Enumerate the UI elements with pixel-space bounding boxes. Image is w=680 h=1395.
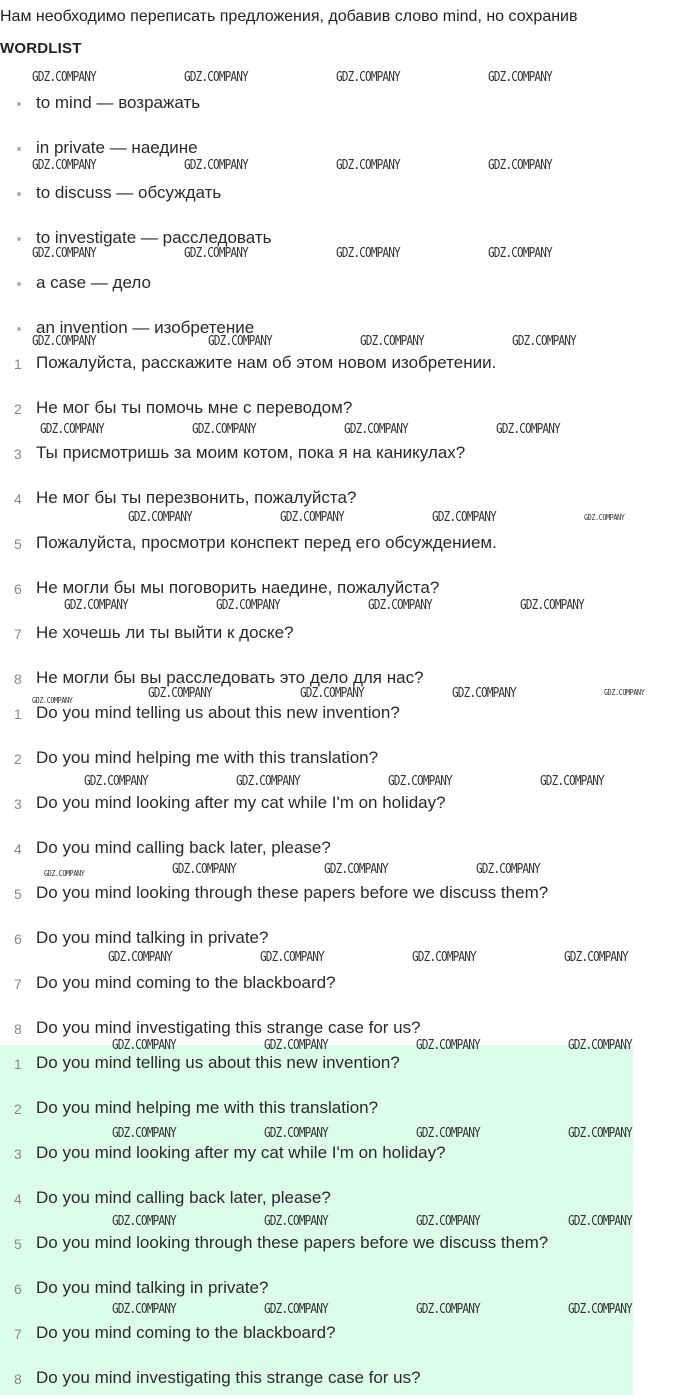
watermark: GDZ.COMPANY	[540, 774, 604, 789]
watermark: GDZ.COMPANY	[264, 1038, 328, 1053]
answer-sentence	[0, 1143, 680, 1165]
item-number: 7	[14, 626, 22, 642]
watermark: GDZ.COMPANY	[568, 1214, 632, 1229]
sentence-text: Do you mind helping me with this translation?	[36, 748, 379, 767]
sentence-text: Do you mind telling us about this new invention?	[36, 1053, 400, 1072]
watermark: GDZ.COMPANY	[32, 334, 96, 349]
bullet-dot	[17, 102, 21, 106]
wordlist-item-text: a case — дело	[36, 273, 151, 292]
wordlist-item	[0, 138, 680, 160]
watermark: GDZ.COMPANY	[488, 70, 552, 85]
watermark: GDZ.COMPANY	[264, 1126, 328, 1141]
bullet-dot	[17, 147, 21, 151]
item-number: 4	[14, 1191, 22, 1207]
wordlist-item-text: to mind — возражать	[36, 93, 201, 112]
sentence-text: Do you mind investigating this strange case for us?	[36, 1368, 421, 1387]
sentence-text: Do you mind looking after my cat while I'm on holiday?	[36, 793, 446, 812]
wordlist-item	[0, 318, 680, 340]
item-number: 1	[14, 356, 22, 372]
sentence-text: Do you mind looking through these papers before we discuss them?	[36, 1233, 549, 1252]
item-number: 2	[14, 751, 22, 767]
intro-text: Нам необходимо переписать предложения, добавив слово mind, но сохранив	[0, 8, 578, 25]
watermark: GDZ.COMPANY	[488, 246, 552, 261]
answer-sentence	[0, 1188, 680, 1210]
item-number: 7	[14, 1326, 22, 1342]
item-number: 6	[14, 931, 22, 947]
watermark: GDZ.COMPANY	[564, 950, 628, 965]
bullet-dot	[17, 327, 21, 331]
sentence-text: Do you mind talking in private?	[36, 928, 269, 947]
russian-sentence	[0, 533, 680, 555]
watermark: GDZ.COMPANY	[416, 1126, 480, 1141]
watermark: GDZ.COMPANY	[336, 246, 400, 261]
watermark: GDZ.COMPANY	[192, 422, 256, 437]
watermark: GDZ.COMPANY	[388, 774, 452, 789]
sentence-text: Не могли бы мы поговорить наедине, пожалуйста?	[36, 578, 440, 597]
sentence-text: Do you mind talking in private?	[36, 1278, 269, 1297]
item-number: 6	[14, 1281, 22, 1297]
watermark: GDZ.COMPANY	[236, 774, 300, 789]
watermark: GDZ.COMPANY	[476, 862, 540, 877]
item-number: 8	[14, 1371, 22, 1387]
english-sentence	[0, 1018, 680, 1040]
watermark: GDZ.COMPANY	[40, 422, 104, 437]
watermark: GDZ.COMPANY	[512, 334, 576, 349]
bullet-dot	[17, 282, 21, 286]
watermark: GDZ.COMPANY	[148, 686, 212, 701]
watermark: GDZ.COMPANY	[300, 686, 364, 701]
russian-sentence	[0, 398, 680, 420]
watermark: GDZ.COMPANY	[336, 70, 400, 85]
watermark: GDZ.COMPANY	[184, 70, 248, 85]
watermark: GDZ.COMPANY	[64, 598, 128, 613]
item-number: 2	[14, 1101, 22, 1117]
watermark: GDZ.COMPANY	[496, 422, 560, 437]
watermark: GDZ.COMPANY	[112, 1038, 176, 1053]
item-number: 3	[14, 446, 22, 462]
item-number: 7	[14, 976, 22, 992]
watermark: GDZ.COMPANY	[368, 598, 432, 613]
sentence-text: Do you mind coming to the blackboard?	[36, 1323, 336, 1342]
watermark: GDZ.COMPANY	[264, 1302, 328, 1317]
watermark: GDZ.COMPANY	[32, 158, 96, 173]
watermark: GDZ.COMPANY	[260, 950, 324, 965]
item-number: 4	[14, 491, 22, 507]
wordlist-item-text: to investigate — расследовать	[36, 228, 272, 247]
watermark: GDZ.COMPANY	[584, 513, 625, 522]
sentence-text: Ты присмотришь за моим котом, пока я на каникулах?	[36, 443, 466, 462]
watermark: GDZ.COMPANY	[108, 950, 172, 965]
sentence-text: Do you mind helping me with this translation?	[36, 1098, 379, 1117]
english-sentence	[0, 883, 680, 905]
item-number: 8	[14, 1021, 22, 1037]
answer-sentence	[0, 1323, 680, 1345]
watermark: GDZ.COMPANY	[344, 422, 408, 437]
item-number: 1	[14, 706, 22, 722]
wordlist-item-text: an invention — изобретение	[36, 318, 255, 337]
sentence-text: Пожалуйста, расскажите нам об этом новом изобретении.	[36, 353, 497, 372]
bullet-dot	[17, 237, 21, 241]
watermark: GDZ.COMPANY	[112, 1214, 176, 1229]
sentence-text: Do you mind coming to the blackboard?	[36, 973, 336, 992]
sentence-text: Не могли бы вы расследовать это дело для нас?	[36, 668, 424, 687]
sentence-text: Do you mind looking through these papers before we discuss them?	[36, 883, 549, 902]
english-sentence	[0, 928, 680, 950]
sentence-text: Не мог бы ты помочь мне с переводом?	[36, 398, 353, 417]
english-sentence	[0, 703, 680, 725]
watermark: GDZ.COMPANY	[452, 686, 516, 701]
wordlist-item	[0, 183, 680, 205]
answer-sentence	[0, 1053, 680, 1075]
watermark: GDZ.COMPANY	[416, 1214, 480, 1229]
answer-sentence	[0, 1368, 680, 1390]
watermark: GDZ.COMPANY	[568, 1302, 632, 1317]
watermark: GDZ.COMPANY	[280, 510, 344, 525]
watermark: GDZ.COMPANY	[336, 158, 400, 173]
item-number: 5	[14, 536, 22, 552]
watermark: GDZ.COMPANY	[44, 869, 85, 878]
answer-sentence	[0, 1278, 680, 1300]
watermark: GDZ.COMPANY	[184, 158, 248, 173]
watermark: GDZ.COMPANY	[416, 1302, 480, 1317]
watermark: GDZ.COMPANY	[604, 688, 645, 697]
wordlist-item-text: in private — наедине	[36, 138, 198, 157]
english-sentence	[0, 793, 680, 815]
watermark: GDZ.COMPANY	[32, 70, 96, 85]
item-number: 2	[14, 401, 22, 417]
wordlist-item	[0, 273, 680, 295]
watermark: GDZ.COMPANY	[568, 1126, 632, 1141]
wordlist-title: WORDLIST	[0, 40, 82, 57]
answer-sentence	[0, 1098, 680, 1120]
answer-sentence	[0, 1233, 680, 1255]
watermark: GDZ.COMPANY	[520, 598, 584, 613]
watermark: GDZ.COMPANY	[84, 774, 148, 789]
item-number: 1	[14, 1056, 22, 1072]
item-number: 5	[14, 1236, 22, 1252]
item-number: 4	[14, 841, 22, 857]
watermark: GDZ.COMPANY	[216, 598, 280, 613]
watermark: GDZ.COMPANY	[32, 246, 96, 261]
watermark: GDZ.COMPANY	[184, 246, 248, 261]
sentence-text: Do you mind looking after my cat while I'm on holiday?	[36, 1143, 446, 1162]
sentence-text: Не хочешь ли ты выйти к доске?	[36, 623, 294, 642]
wordlist-item-text: to discuss — обсуждать	[36, 183, 222, 202]
russian-sentence	[0, 623, 680, 645]
watermark: GDZ.COMPANY	[412, 950, 476, 965]
watermark: GDZ.COMPANY	[264, 1214, 328, 1229]
russian-sentence	[0, 353, 680, 375]
sentence-text: Не мог бы ты перезвонить, пожалуйста?	[36, 488, 357, 507]
watermark: GDZ.COMPANY	[432, 510, 496, 525]
sentence-text: Do you mind telling us about this new invention?	[36, 703, 400, 722]
russian-sentence	[0, 443, 680, 465]
item-number: 8	[14, 671, 22, 687]
sentence-text: Пожалуйста, просмотри конспект перед его обсуждением.	[36, 533, 497, 552]
sentence-text: Do you mind calling back later, please?	[36, 1188, 331, 1207]
watermark: GDZ.COMPANY	[360, 334, 424, 349]
russian-sentence	[0, 488, 680, 510]
watermark: GDZ.COMPANY	[416, 1038, 480, 1053]
watermark: GDZ.COMPANY	[128, 510, 192, 525]
sentence-text: Do you mind investigating this strange case for us?	[36, 1018, 421, 1037]
watermark: GDZ.COMPANY	[208, 334, 272, 349]
item-number: 3	[14, 796, 22, 812]
watermark: GDZ.COMPANY	[568, 1038, 632, 1053]
watermark: GDZ.COMPANY	[324, 862, 388, 877]
watermark: GDZ.COMPANY	[172, 862, 236, 877]
watermark: GDZ.COMPANY	[112, 1126, 176, 1141]
russian-sentence	[0, 578, 680, 600]
english-sentence	[0, 748, 680, 770]
watermark: GDZ.COMPANY	[112, 1302, 176, 1317]
english-sentence	[0, 973, 680, 995]
english-sentence	[0, 838, 680, 860]
item-number: 3	[14, 1146, 22, 1162]
item-number: 5	[14, 886, 22, 902]
item-number: 6	[14, 581, 22, 597]
sentence-text: Do you mind calling back later, please?	[36, 838, 331, 857]
watermark: GDZ.COMPANY	[488, 158, 552, 173]
wordlist-item	[0, 93, 680, 115]
watermark: GDZ.COMPANY	[32, 696, 73, 705]
bullet-dot	[17, 192, 21, 196]
